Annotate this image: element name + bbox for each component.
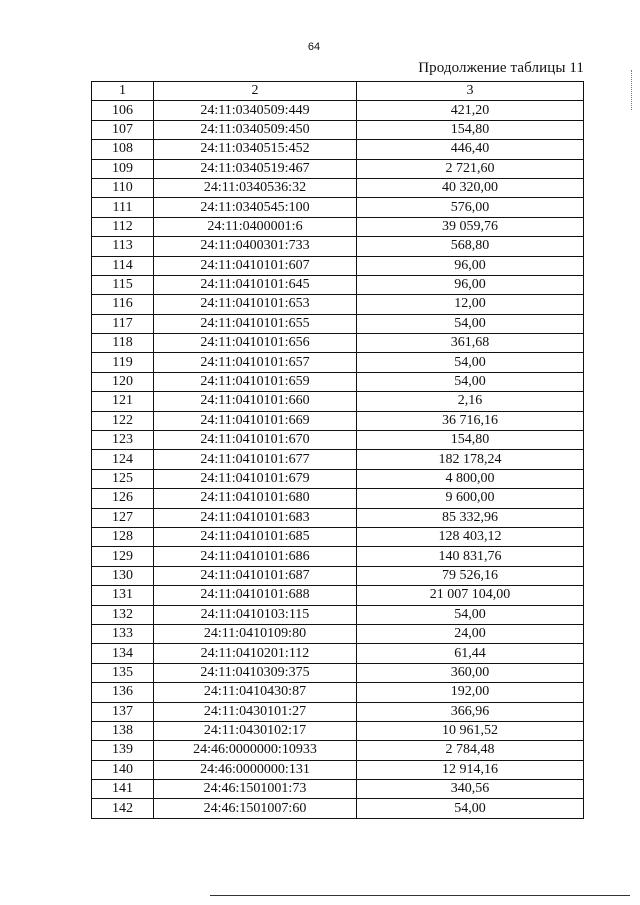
table-header-row [92, 82, 584, 101]
amount-cell: 40 320,00 [357, 178, 584, 197]
data-table [91, 81, 584, 819]
amount-cell: 568,80 [357, 237, 584, 256]
amount-cell: 54,00 [357, 372, 584, 391]
cadastral-number-cell: 24:11:0430102:17 [154, 721, 357, 740]
row-number-cell: 109 [92, 159, 154, 178]
table-continuation-label: Продолжение таблицы 11 [418, 60, 584, 76]
cadastral-number-cell: 24:46:0000000:10933 [154, 741, 357, 760]
cadastral-number-cell: 24:11:0340515:452 [154, 140, 357, 159]
cadastral-number-cell: 24:11:0410101:655 [154, 314, 357, 333]
table-row [92, 353, 584, 372]
scan-edge-marks [631, 70, 634, 110]
table-row [92, 237, 584, 256]
amount-cell: 140 831,76 [357, 547, 584, 566]
table-row [92, 140, 584, 159]
cadastral-number-cell: 24:11:0410430:87 [154, 683, 357, 702]
table-row [92, 159, 584, 178]
row-number-cell: 135 [92, 663, 154, 682]
amount-cell: 182 178,24 [357, 450, 584, 469]
row-number-cell: 119 [92, 353, 154, 372]
table-row [92, 178, 584, 197]
amount-cell: 54,00 [357, 314, 584, 333]
cadastral-number-cell: 24:11:0340536:32 [154, 178, 357, 197]
cadastral-number-cell: 24:11:0410101:683 [154, 508, 357, 527]
row-number-cell: 110 [92, 178, 154, 197]
row-number-cell: 141 [92, 780, 154, 799]
amount-cell: 192,00 [357, 683, 584, 702]
row-number-cell: 140 [92, 760, 154, 779]
row-number-cell: 131 [92, 586, 154, 605]
cadastral-number-cell: 24:11:0340509:450 [154, 120, 357, 139]
amount-cell: 154,80 [357, 120, 584, 139]
row-number-cell: 120 [92, 372, 154, 391]
row-number-cell: 133 [92, 624, 154, 643]
amount-cell: 21 007 104,00 [357, 586, 584, 605]
row-number-cell: 113 [92, 237, 154, 256]
amount-cell: 446,40 [357, 140, 584, 159]
table-row [92, 566, 584, 585]
row-number-cell: 125 [92, 469, 154, 488]
page-number: 64 [307, 41, 321, 53]
table-row [92, 372, 584, 391]
table-row [92, 547, 584, 566]
cadastral-number-cell: 24:11:0430101:27 [154, 702, 357, 721]
column-header: 2 [154, 82, 357, 101]
amount-cell: 128 403,12 [357, 527, 584, 546]
table-row [92, 198, 584, 217]
row-number-cell: 106 [92, 101, 154, 120]
amount-cell: 4 800,00 [357, 469, 584, 488]
row-number-cell: 138 [92, 721, 154, 740]
table-row [92, 644, 584, 663]
row-number-cell: 142 [92, 799, 154, 818]
cadastral-number-cell: 24:11:0410101:669 [154, 411, 357, 430]
amount-cell: 421,20 [357, 101, 584, 120]
row-number-cell: 115 [92, 275, 154, 294]
amount-cell: 85 332,96 [357, 508, 584, 527]
table-row [92, 120, 584, 139]
amount-cell: 2 721,60 [357, 159, 584, 178]
amount-cell: 340,56 [357, 780, 584, 799]
cadastral-number-cell: 24:46:0000000:131 [154, 760, 357, 779]
amount-cell: 9 600,00 [357, 489, 584, 508]
cadastral-number-cell: 24:11:0400001:6 [154, 217, 357, 236]
table-row [92, 295, 584, 314]
cadastral-number-cell: 24:11:0410101:607 [154, 256, 357, 275]
amount-cell: 96,00 [357, 256, 584, 275]
table-row [92, 799, 584, 818]
cadastral-number-cell: 24:11:0410101:687 [154, 566, 357, 585]
table-row [92, 527, 584, 546]
amount-cell: 61,44 [357, 644, 584, 663]
amount-cell: 36 716,16 [357, 411, 584, 430]
bottom-rule [210, 895, 630, 896]
table-row [92, 431, 584, 450]
amount-cell: 576,00 [357, 198, 584, 217]
cadastral-number-cell: 24:11:0340509:449 [154, 101, 357, 120]
cadastral-number-cell: 24:11:0410101:659 [154, 372, 357, 391]
amount-cell: 2 784,48 [357, 741, 584, 760]
amount-cell: 96,00 [357, 275, 584, 294]
cadastral-number-cell: 24:11:0340519:467 [154, 159, 357, 178]
amount-cell: 79 526,16 [357, 566, 584, 585]
cadastral-number-cell: 24:11:0410101:685 [154, 527, 357, 546]
cadastral-number-cell: 24:11:0410101:677 [154, 450, 357, 469]
row-number-cell: 122 [92, 411, 154, 430]
row-number-cell: 118 [92, 334, 154, 353]
row-number-cell: 128 [92, 527, 154, 546]
row-number-cell: 111 [92, 198, 154, 217]
amount-cell: 12,00 [357, 295, 584, 314]
amount-cell: 54,00 [357, 353, 584, 372]
cadastral-number-cell: 24:11:0410101:656 [154, 334, 357, 353]
cadastral-number-cell: 24:11:0410201:112 [154, 644, 357, 663]
row-number-cell: 124 [92, 450, 154, 469]
cadastral-number-cell: 24:11:0410109:80 [154, 624, 357, 643]
cadastral-number-cell: 24:46:1501001:73 [154, 780, 357, 799]
amount-cell: 54,00 [357, 605, 584, 624]
row-number-cell: 121 [92, 392, 154, 411]
row-number-cell: 130 [92, 566, 154, 585]
cadastral-number-cell: 24:11:0410101:670 [154, 431, 357, 450]
table-row [92, 605, 584, 624]
table-row [92, 411, 584, 430]
row-number-cell: 139 [92, 741, 154, 760]
amount-cell: 12 914,16 [357, 760, 584, 779]
amount-cell: 10 961,52 [357, 721, 584, 740]
row-number-cell: 116 [92, 295, 154, 314]
table-row [92, 508, 584, 527]
cadastral-number-cell: 24:11:0410101:645 [154, 275, 357, 294]
table-row [92, 256, 584, 275]
amount-cell: 361,68 [357, 334, 584, 353]
cadastral-number-cell: 24:11:0340545:100 [154, 198, 357, 217]
amount-cell: 2,16 [357, 392, 584, 411]
row-number-cell: 127 [92, 508, 154, 527]
table-row [92, 624, 584, 643]
row-number-cell: 123 [92, 431, 154, 450]
table-row [92, 741, 584, 760]
table-row [92, 663, 584, 682]
table-row [92, 101, 584, 120]
cadastral-number-cell: 24:11:0410101:657 [154, 353, 357, 372]
table-row [92, 683, 584, 702]
amount-cell: 154,80 [357, 431, 584, 450]
row-number-cell: 107 [92, 120, 154, 139]
cadastral-number-cell: 24:11:0410309:375 [154, 663, 357, 682]
cadastral-number-cell: 24:11:0410101:688 [154, 586, 357, 605]
amount-cell: 24,00 [357, 624, 584, 643]
row-number-cell: 132 [92, 605, 154, 624]
row-number-cell: 112 [92, 217, 154, 236]
amount-cell: 366,96 [357, 702, 584, 721]
table-row [92, 469, 584, 488]
table-row [92, 275, 584, 294]
table-row [92, 586, 584, 605]
row-number-cell: 126 [92, 489, 154, 508]
row-number-cell: 114 [92, 256, 154, 275]
cadastral-number-cell: 24:46:1501007:60 [154, 799, 357, 818]
row-number-cell: 134 [92, 644, 154, 663]
cadastral-number-cell: 24:11:0410103:115 [154, 605, 357, 624]
column-header: 3 [357, 82, 584, 101]
cadastral-number-cell: 24:11:0410101:679 [154, 469, 357, 488]
column-header: 1 [92, 82, 154, 101]
amount-cell: 360,00 [357, 663, 584, 682]
cadastral-number-cell: 24:11:0410101:660 [154, 392, 357, 411]
cadastral-number-cell: 24:11:0410101:653 [154, 295, 357, 314]
table-row [92, 334, 584, 353]
cadastral-number-cell: 24:11:0410101:680 [154, 489, 357, 508]
row-number-cell: 117 [92, 314, 154, 333]
cadastral-number-cell: 24:11:0410101:686 [154, 547, 357, 566]
row-number-cell: 129 [92, 547, 154, 566]
table-row [92, 217, 584, 236]
amount-cell: 39 059,76 [357, 217, 584, 236]
table-row [92, 489, 584, 508]
table-row [92, 314, 584, 333]
row-number-cell: 108 [92, 140, 154, 159]
table-row [92, 702, 584, 721]
cadastral-number-cell: 24:11:0400301:733 [154, 237, 357, 256]
table-row [92, 721, 584, 740]
row-number-cell: 136 [92, 683, 154, 702]
table-body [92, 101, 584, 818]
table-row [92, 780, 584, 799]
table-row [92, 450, 584, 469]
table-row [92, 392, 584, 411]
table-row [92, 760, 584, 779]
amount-cell: 54,00 [357, 799, 584, 818]
row-number-cell: 137 [92, 702, 154, 721]
